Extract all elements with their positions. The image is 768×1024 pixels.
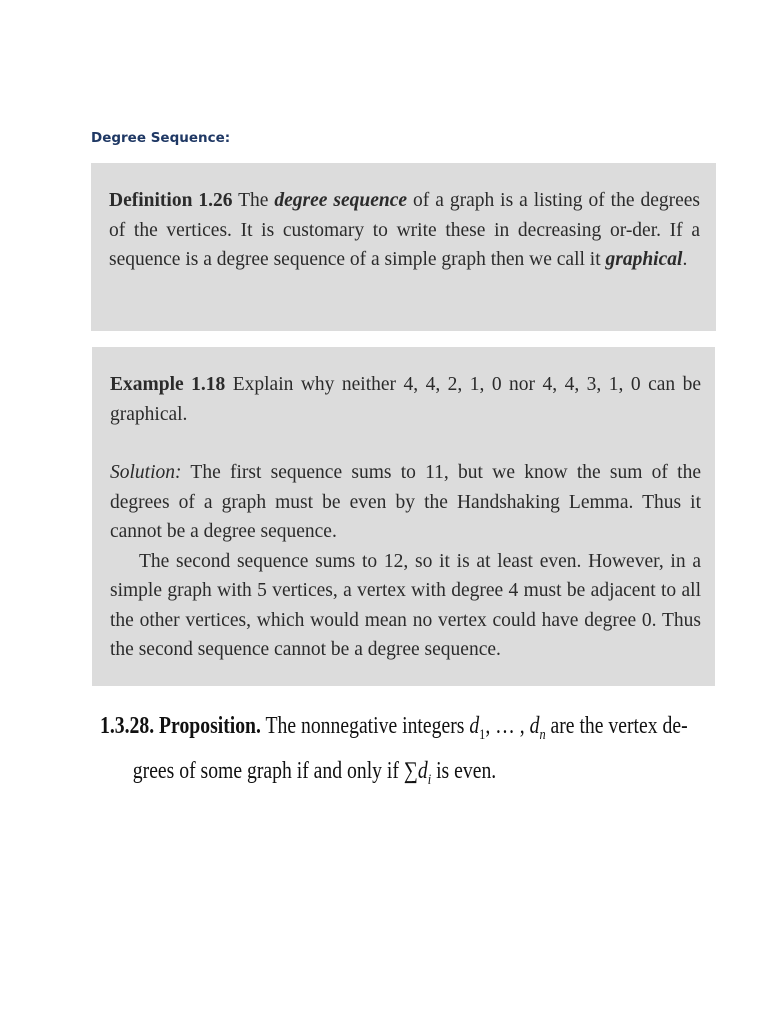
- proposition-text-1: The nonnegative integers: [260, 713, 470, 739]
- definition-text-3: .: [682, 249, 688, 270]
- proposition-number: 1.3.28.: [100, 713, 155, 739]
- definition-text-2: of a graph is a listing of the degrees of the vertices. It is customary to write these in decreasing or-der. If a sequence is a degree sequence of a simple graph then we call it: [109, 190, 701, 270]
- definition-text-1: The: [232, 190, 275, 211]
- solution-paragraph-2: The second sequence sums to 12, so it is at least even. However, in a simple graph with 5 vertices, a vertex with degree 4 must be adjacent to all the other vertices, which would mean no vertex could have degree 0. Thus the second sequence cannot be a degree sequence.: [110, 550, 701, 660]
- proposition-line-2: [100, 753, 712, 798]
- proposition-dn: d: [529, 713, 540, 739]
- proposition-ellipsis: , … ,: [485, 713, 530, 739]
- solution-label: Solution:: [110, 462, 182, 483]
- example-box: [92, 347, 715, 686]
- proposition-d1: d: [469, 713, 480, 739]
- proposition-text-3: grees of some graph if and only if: [132, 757, 404, 784]
- example-paragraph: [110, 370, 701, 429]
- definition-box: [91, 163, 716, 331]
- solution-paragraph-1: [110, 458, 701, 547]
- proposition-sub-n: n: [539, 726, 546, 743]
- proposition-di: d: [417, 757, 428, 784]
- definition-label: Definition 1.26: [109, 190, 233, 211]
- section-heading: Degree Sequence:: [91, 130, 231, 146]
- proposition-sub-1: 1: [479, 726, 486, 743]
- example-text: Explain why neither 4, 4, 2, 1, 0 nor 4, 4, 3, 1, 0 can be graphical.: [110, 374, 701, 425]
- solution-text-1: The first sequence sums to 11, but we know the sum of the degrees of a graph must be even by the Handshaking Lemma. Thus it cannot be a degree sequence.: [110, 462, 701, 542]
- proposition-sub-i: i: [427, 771, 432, 788]
- example-label: Example 1.18: [110, 374, 226, 395]
- proposition: [100, 708, 712, 798]
- definition-term: degree sequence: [274, 190, 408, 211]
- proposition-text-2: are the vertex de-: [545, 713, 688, 739]
- sum-symbol: ∑: [403, 757, 418, 784]
- proposition-label: Proposition.: [159, 713, 261, 739]
- proposition-text-4: is even.: [431, 757, 497, 784]
- definition-paragraph: [109, 186, 700, 275]
- definition-term-graphical: graphical: [605, 249, 683, 270]
